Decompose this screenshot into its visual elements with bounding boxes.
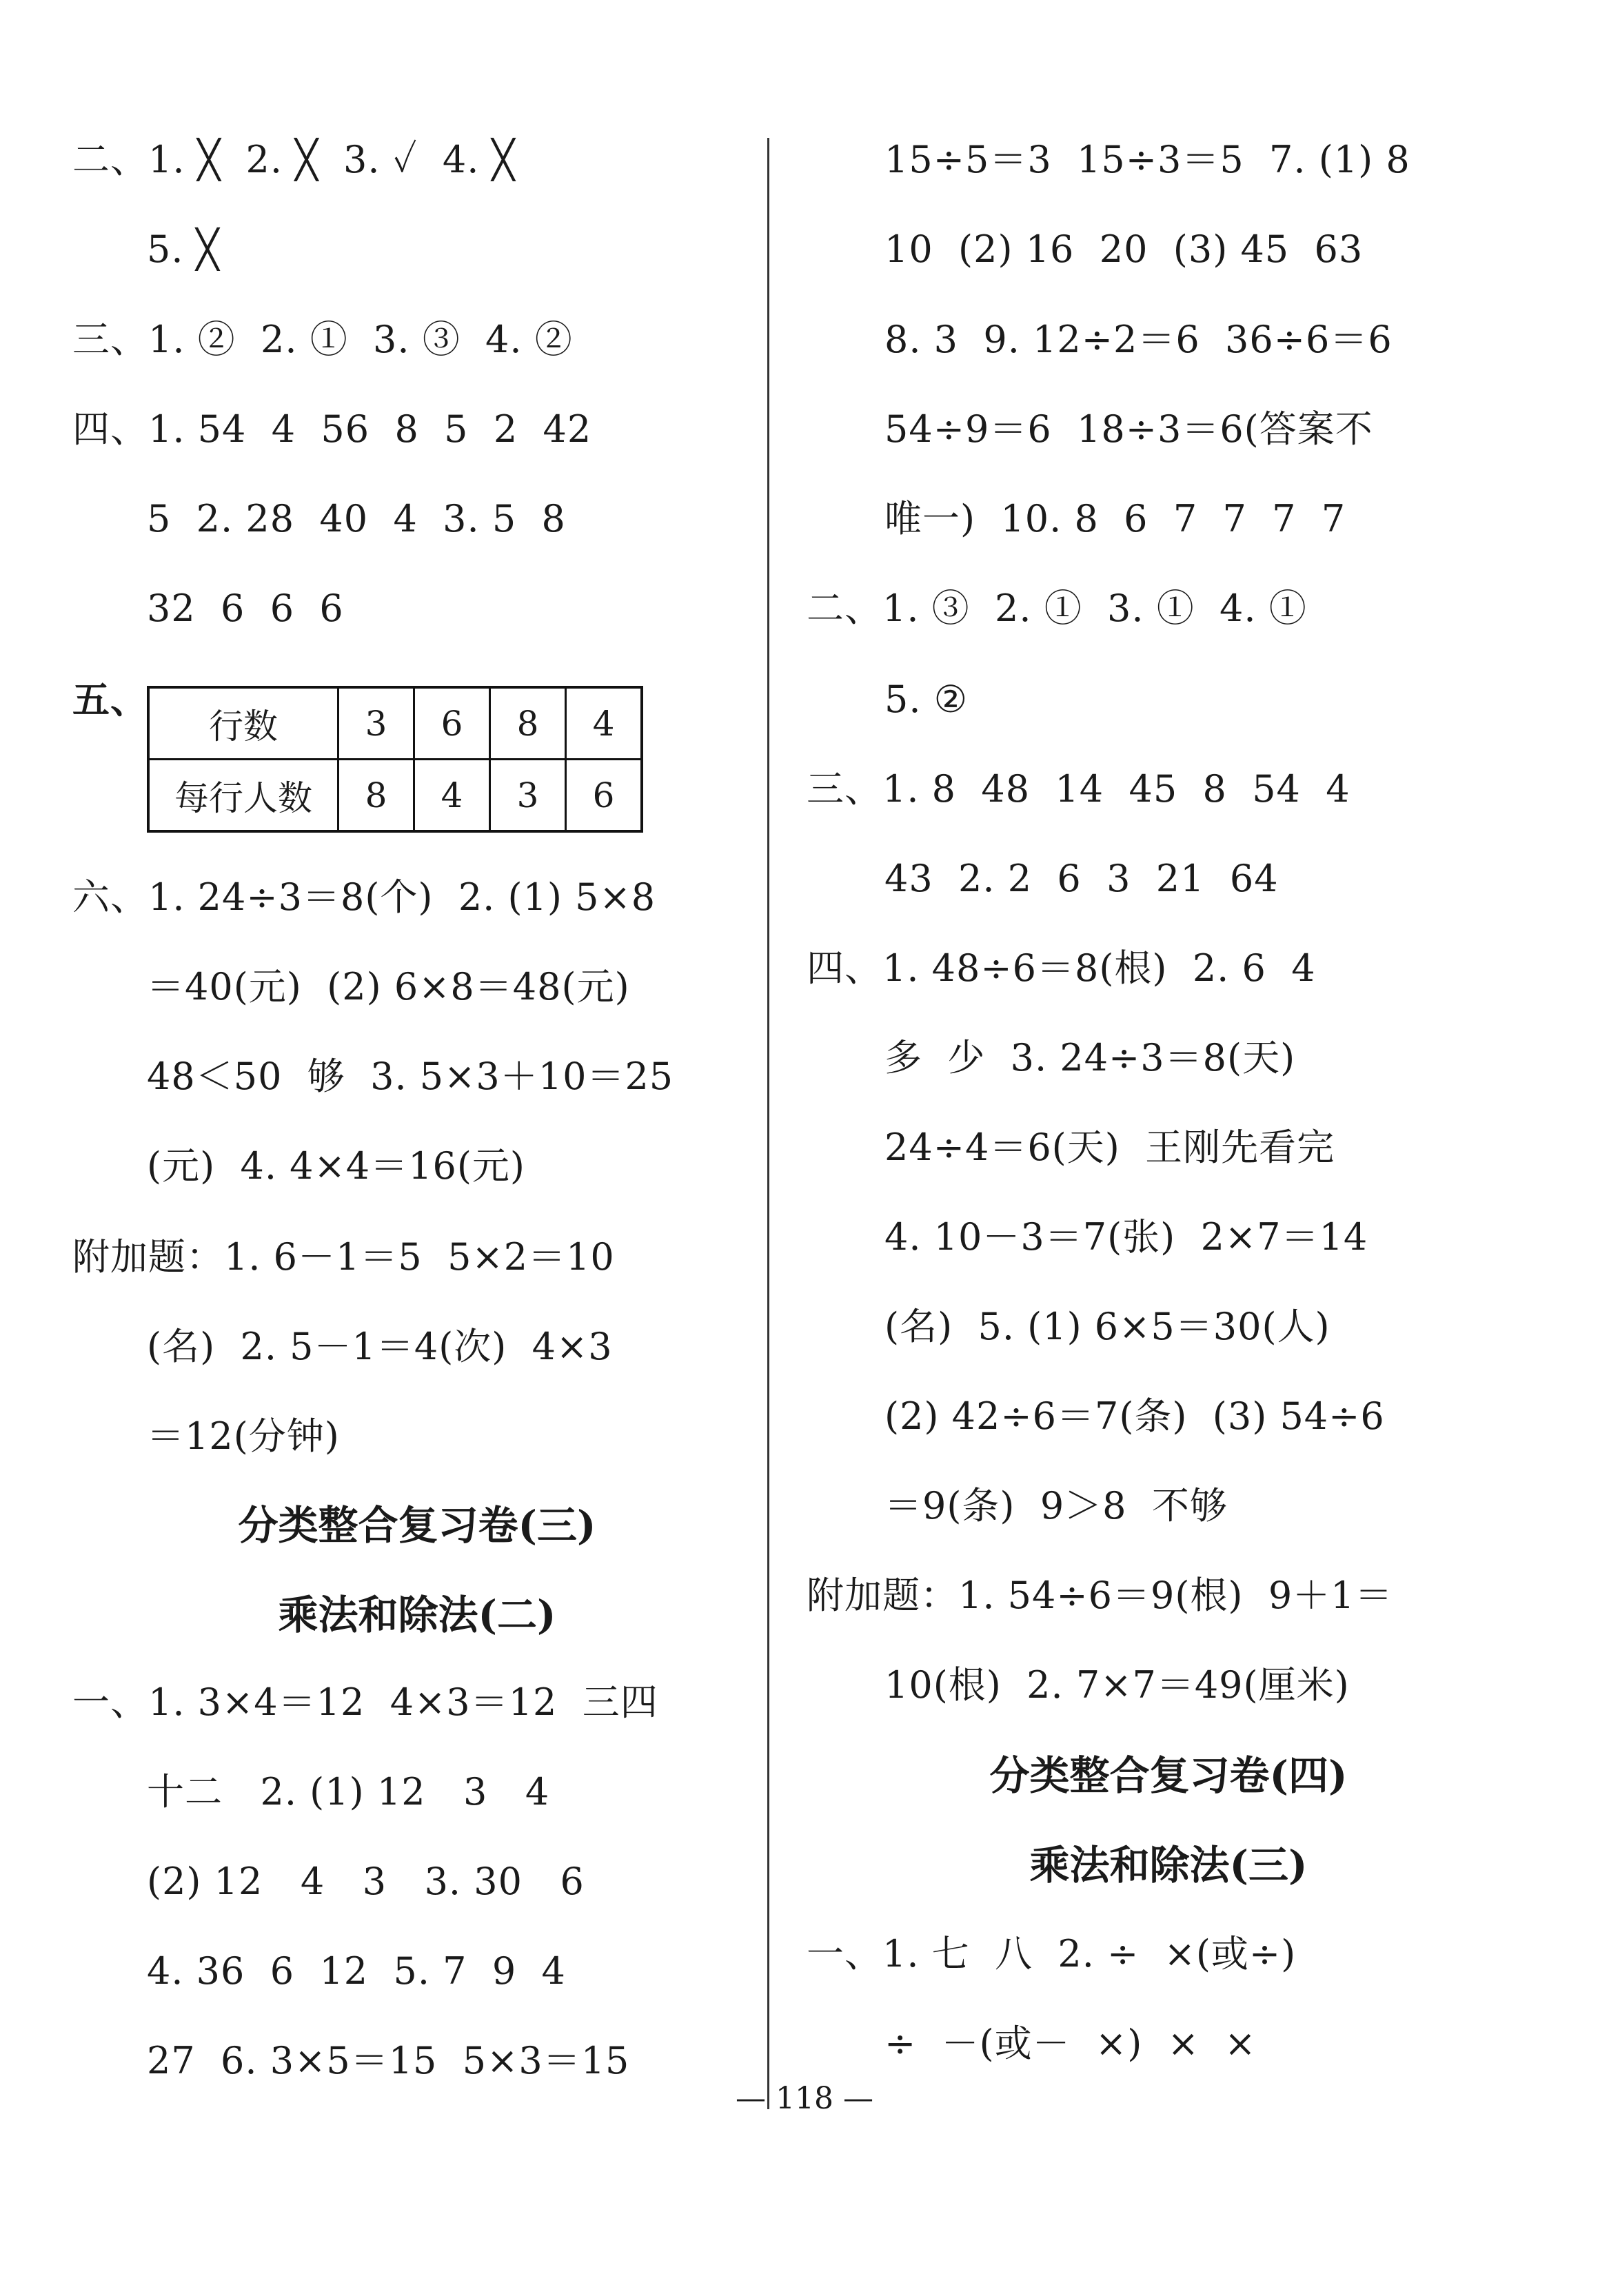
answer-line: 唯一) 10. 8 6 7 7 7 7 [884, 497, 1346, 540]
section-label-wu: 五、 [72, 678, 148, 722]
answer-line: ÷ －(或－ ×) × × [884, 2022, 1257, 2065]
section-heading: 分类整合复习卷(四) [989, 1752, 1348, 1799]
table-cell: 3 [490, 760, 566, 832]
answer-line: 5 2. 28 40 4 3. 5 8 [147, 497, 566, 540]
answer-line: 10 (2) 16 20 (3) 45 63 [884, 227, 1364, 271]
answer-line: (名) 2. 5－1＝4(次) 4×3 [147, 1325, 613, 1368]
answer-line: 附加题：1. 54÷6＝9(根) 9＋1＝ [807, 1574, 1393, 1617]
answer-line: 32 6 6 6 [147, 587, 344, 630]
answer-line: 二、1. ╳ 2. ╳ 3. ✓ 4. ╳ [72, 138, 516, 181]
answer-line: 5. ╳ [147, 227, 220, 271]
answer-line: (元) 4. 4×4＝16(元) [147, 1144, 525, 1188]
answer-line: 8. 3 9. 12÷2＝6 36÷6＝6 [884, 318, 1393, 361]
answer-line: 四、1. 54 4 56 8 5 2 42 [72, 407, 592, 451]
answer-line: 四、1. 48÷6＝8(根) 2. 6 4 [807, 946, 1316, 990]
answer-line: (名) 5. (1) 6×5＝30(人) [884, 1305, 1330, 1348]
row-header: 每行人数 [148, 760, 338, 832]
answer-line: 六、1. 24÷3＝8(个) 2. (1) 5×8 [72, 875, 656, 919]
table-cell: 6 [414, 687, 490, 760]
section-subheading: 乘法和除法(三) [1029, 1842, 1308, 1889]
answer-line: 一、1. 七 八 2. ÷ ×(或÷) [807, 1932, 1297, 1975]
table-cell: 4 [566, 687, 642, 760]
answer-line: (2) 12 4 3 3. 30 6 [147, 1860, 585, 1903]
table-cell: 4 [414, 760, 490, 832]
answer-line: 三、1. ② 2. ① 3. ③ 4. ② [72, 318, 573, 361]
answer-line: 4. 10－3＝7(张) 2×7＝14 [884, 1215, 1368, 1259]
page-number: — 118 — [736, 2081, 873, 2116]
answer-table [147, 686, 643, 833]
answer-line: ＝9(条) 9＞8 不够 [884, 1484, 1228, 1527]
section-heading: 分类整合复习卷(三) [238, 1502, 596, 1549]
column-divider [767, 138, 769, 2109]
answer-line: 多 少 3. 24÷3＝8(天) [884, 1036, 1296, 1079]
answer-line: 三、1. 8 48 14 45 8 54 4 [807, 767, 1350, 811]
answer-line: ＝40(元) (2) 6×8＝48(元) [147, 965, 630, 1008]
table-cell: 8 [338, 760, 414, 832]
table-cell: 6 [566, 760, 642, 832]
answer-line: 24÷4＝6(天) 王刚先看完 [884, 1126, 1335, 1169]
answer-line: 二、1. ③ 2. ① 3. ① 4. ① [807, 587, 1307, 630]
table-row [148, 760, 642, 832]
answer-line: 十二 2. (1) 12 3 4 [147, 1770, 550, 1814]
answer-line: 43 2. 2 6 3 21 64 [884, 857, 1279, 900]
answer-line: 4. 36 6 12 5. 7 9 4 [147, 1949, 566, 1993]
table-cell: 3 [338, 687, 414, 760]
answer-line: (2) 42÷6＝7(条) (3) 54÷6 [884, 1394, 1385, 1438]
table-cell: 8 [490, 687, 566, 760]
answer-line: 附加题：1. 6－1＝5 5×2＝10 [72, 1235, 615, 1279]
answer-line: 15÷5＝3 15÷3＝5 7. (1) 8 [884, 138, 1410, 181]
answer-line: 10(根) 2. 7×7＝49(厘米) [884, 1663, 1350, 1707]
answer-line: 27 6. 3×5＝15 5×3＝15 [147, 2039, 630, 2082]
table-row [148, 687, 642, 760]
answer-line: 54÷9＝6 18÷3＝6(答案不 [884, 407, 1373, 451]
section-subheading: 乘法和除法(二) [278, 1592, 556, 1638]
answer-line: 一、1. 3×4＝12 4×3＝12 三四 [72, 1680, 658, 1724]
answer-line: ＝12(分钟) [147, 1414, 340, 1458]
answer-line: 48＜50 够 3. 5×3＋10＝25 [147, 1055, 674, 1098]
row-header: 行数 [148, 687, 338, 760]
answer-line: 5. ② [884, 678, 969, 721]
